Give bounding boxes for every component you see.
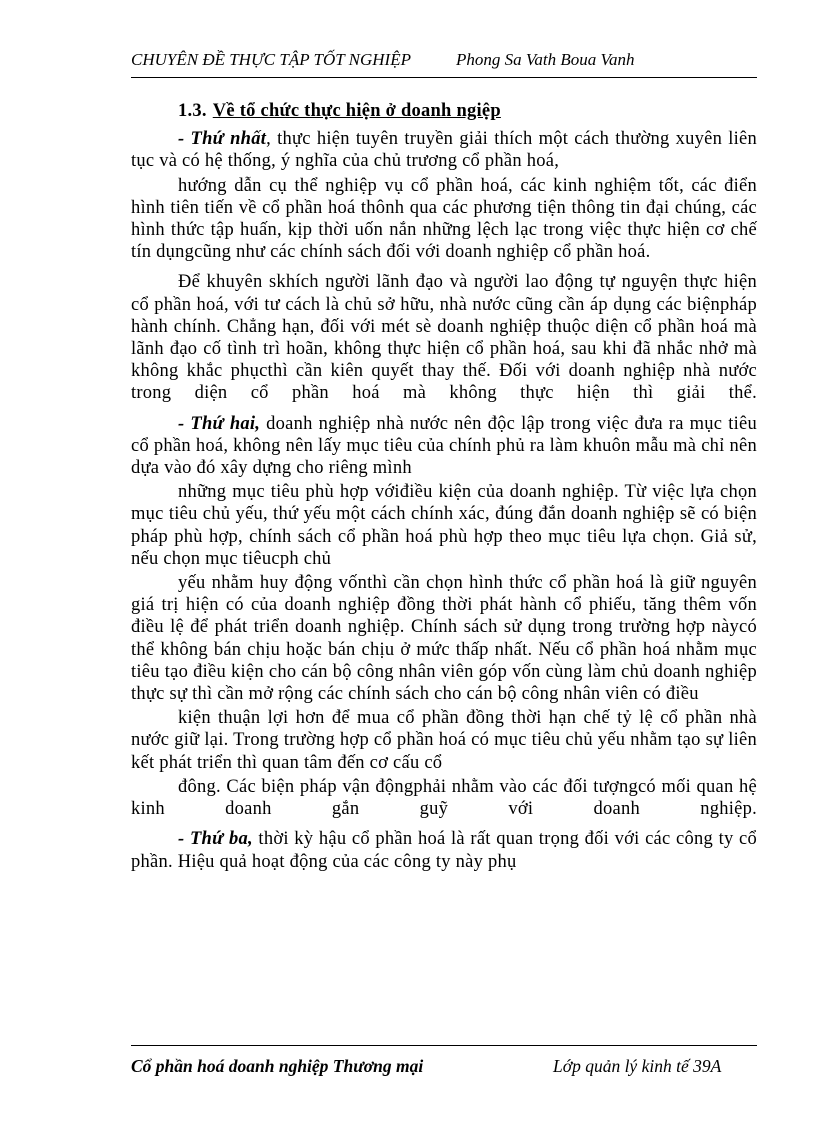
paragraph-third bbox=[131, 828, 757, 872]
paragraph-lead-second: - Thứ hai, bbox=[178, 413, 261, 434]
paragraph: Để khuyên skhích người lãnh đạo và người lao động tự nguyện thực hiện cổ phần hoá, với tư cách là chủ sở hữu, nhà nước cũng cần áp dụng các biệnpháp hành chính. Chẳng hạn, đối với mét sè doanh nghiệp thuộc diện cổ phần hoá mà lãnh đạo cố tình trì hoãn, không thực hiện cổ phần hoá, sau khi đã nhắc nhở mà không khắc phụcthì cần kiên quyết thay thế. Đối với doanh nghiệp nhà nước trong diện cổ phần hoá mà không thực hiện thì giải thể. bbox=[131, 272, 757, 404]
paragraph: kiện thuận lợi hơn để mua cổ phần đồng thời hạn chế tỷ lệ cổ phần nhà nước giữ lại. Trong trường hợp cổ phần hoá có mục tiêu chủ yếu nhằm tạo sự liên kết phát triển thì quan tâm đến cơ cấu cổ bbox=[131, 708, 757, 773]
paragraph: đông. Các biện pháp vận độngphải nhằm vào các đối tượngcó mối quan hệ kinh doanh gắn guỹ với doanh nghiệp. bbox=[131, 776, 757, 820]
footer-class: Lớp quản lý kinh tế 39A bbox=[553, 1056, 722, 1076]
paragraph-first bbox=[131, 128, 757, 172]
paragraph-lead-first: - Thứ nhất bbox=[178, 129, 267, 150]
header-title: CHUYÊN ĐỀ THỰC TẬP TỐT NGHIỆP bbox=[131, 50, 411, 69]
paragraph-lead-third: - Thứ ba, bbox=[178, 829, 253, 850]
paragraph: yếu nhằm huy động vốnthì cần chọn hình thức cổ phần hoá là giữ nguyên giá trị hiện có của doanh nghiệp đồng thời phát hành cổ phiếu, tăng thêm vốn điều lệ để phát triển doanh nghiệp. Chính sách sử dụng trong trường hợp nàycó thể không bán chịu hoặc bán chịu ở mức thấp nhất. Nếu cổ phần hoá nhằm mục tiêu tạo điều kiện cho cán bộ công nhân viên góp vốn cùng làm chủ doanh nghiệp thực sự thì cần mở rộng các chính sách cho cán bộ công nhân viên có điều bbox=[131, 573, 757, 705]
paragraph-second bbox=[131, 413, 757, 480]
footer-divider bbox=[131, 1045, 757, 1046]
section-number: 1.3. bbox=[178, 101, 207, 121]
paragraph: những mục tiêu phù hợp vớiđiều kiện của doanh nghiệp. Từ việc lựa chọn mục tiêu chủ yếu, thứ yếu một cách chính xác, đúng đắn doanh nghiệp sẽ có biện pháp phù hợp, chính sách cổ phần hoá phù hợp theo mục tiêu lựa chọn. Giả sử, nếu chọn mục tiêucph chủ bbox=[131, 482, 757, 569]
document-body bbox=[131, 100, 757, 881]
paragraph-text-first: , thực hiện tuyên truyền giải thích một cách thường xuyên liên tục và có hệ thống, ý nghĩa của chủ trương cổ phần hoá, bbox=[131, 129, 757, 172]
section-heading bbox=[178, 100, 757, 122]
header-divider bbox=[131, 77, 757, 78]
section-title: Về tổ chức thực hiện ở doanh ngiệp bbox=[212, 101, 501, 121]
header-author: Phong Sa Vath Boua Vanh bbox=[456, 50, 635, 69]
footer-title: Cổ phần hoá doanh nghiệp Thương mại bbox=[131, 1056, 424, 1076]
paragraph-text-third: thời kỳ hậu cổ phần hoá là rất quan trọng đối với các công ty cổ phần. Hiệu quả hoạt động của các công ty này phụ bbox=[131, 829, 757, 872]
paragraph: hướng dẫn cụ thể nghiệp vụ cổ phần hoá, các kinh nghiệm tốt, các điển hình tiên tiến về cổ phần hoá thônh qua các phương tiện thông tin đại chúng, các hình thức tập huấn, kịp thời uốn nắn những lệch lạc trong việc thực hiện cơ chế tín dụngcũng như các chính sách đối với doanh nghiệp cổ phần hoá. bbox=[131, 175, 757, 263]
paragraph-text-second: doanh nghiệp nhà nước nên độc lập trong việc đưa ra mục tiêu cổ phần hoá, không nên lấy mục tiêu của chính phủ ra làm khuôn mẫu mà chỉ nên dựa vào đó xây dựng cho riêng mình bbox=[131, 413, 757, 479]
